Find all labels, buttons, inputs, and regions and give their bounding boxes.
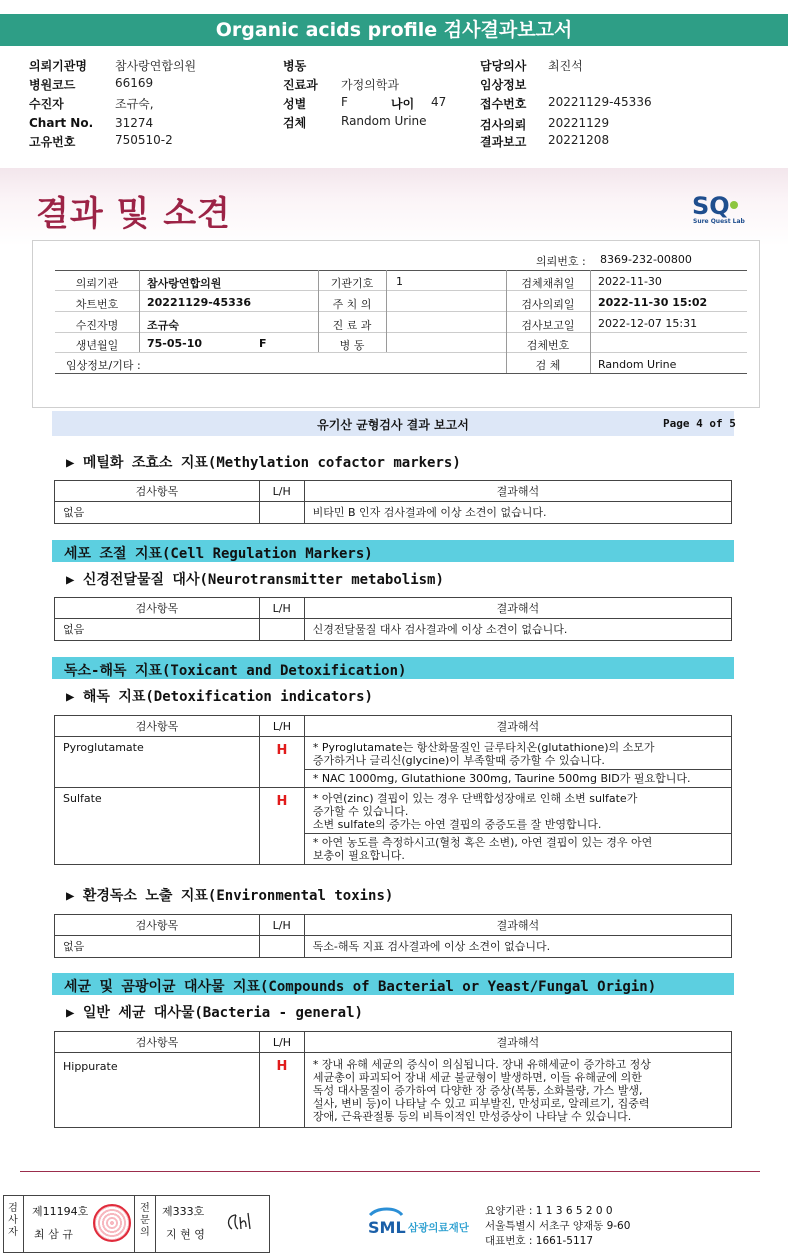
methylation-table	[54, 480, 732, 524]
signature-icon	[222, 1207, 262, 1237]
info-physician-label: 주 치 의	[332, 298, 372, 311]
sq-logo-text: SQ	[692, 192, 730, 220]
col-interp-header: 결과해석	[304, 481, 731, 502]
hospital-code-value: 66169	[115, 76, 154, 90]
tester-side-label: 검사자	[8, 1203, 18, 1238]
col-item-header: 검사항목	[55, 716, 260, 737]
table-row	[55, 502, 732, 524]
item-cell: Hippurate	[63, 1060, 118, 1073]
interp-line: 증가할 수 있습니다.	[312, 805, 409, 818]
ward-label: 병동	[283, 59, 307, 73]
col-interp-header: 결과해석	[304, 598, 731, 619]
neurotransmitter-table	[54, 597, 732, 641]
toxicant-category: 독소-해독 지표(Toxicant and Detoxification)	[64, 663, 407, 679]
interp-line: 설사, 변비 등)이 나타날 수 있고 피부발진, 만성피로, 알레르기, 집중력	[312, 1097, 650, 1110]
info-institution-value: 참사랑연합의원	[147, 277, 222, 290]
environmental-heading: ▶ 환경독소 노출 지표(Environmental toxins)	[66, 888, 394, 904]
receipt-no-value: 20221129-45336	[548, 95, 652, 109]
col-interp-header: 결과해석	[304, 1032, 731, 1053]
table-row	[55, 788, 732, 834]
bacteria-category: 세균 및 곰팡이균 대사물 지표(Compounds of Bacterial or Yeast/Fungal Origin)	[64, 979, 657, 995]
interp-line: * NAC 1000mg, Glutathione 300mg, Taurine 500mg BID가 필요합니다.	[312, 772, 691, 785]
info-report-date-value: 2022-12-07 15:31	[598, 317, 698, 330]
tester-name: 최 삼 규	[34, 1228, 73, 1241]
interp-cell: 독소-해독 지표 검사결과에 이상 소견이 없습니다.	[312, 940, 551, 953]
interp-line: 장애, 근육관절통 등의 비특이적인 만성증상이 나타날 수 있습니다.	[312, 1110, 632, 1123]
col-interp-header: 결과해석	[304, 716, 731, 737]
sml-logo-text: SML	[368, 1218, 406, 1237]
clinical-info-label: 임상정보	[480, 78, 527, 92]
hospital-name-value: 참사랑연합의원	[115, 59, 197, 73]
info-inst-code-label: 기관기호	[330, 277, 374, 290]
col-lh-header: L/H	[260, 716, 305, 737]
chart-no-label: Chart No.	[29, 116, 94, 130]
item-cell: Sulfate	[63, 792, 102, 805]
info-birth-value: 75-05-10	[147, 337, 203, 350]
info-request-date-label: 검사의뢰일	[521, 298, 575, 311]
info-clinical-label: 임상정보/기타 :	[66, 359, 141, 372]
footer-divider	[20, 1171, 760, 1172]
interp-line: 보충이 필요합니다.	[312, 849, 405, 862]
interp-line: * 아연(zinc) 결핍이 있는 경우 단백합성장애로 인해 소변 sulfate가	[312, 792, 638, 805]
col-lh-header: L/H	[259, 915, 304, 936]
hospital-name-label: 의뢰기관명	[29, 59, 87, 73]
info-specimen-no-label: 검체번호	[526, 339, 570, 352]
patient-value: 조규숙,	[115, 97, 154, 111]
table-row	[55, 737, 732, 770]
sex-value: F	[341, 95, 348, 109]
col-interp-header: 결과해석	[304, 915, 731, 936]
specialist-side-label: 전문의	[140, 1203, 150, 1238]
info-institution-label: 의뢰기관	[75, 277, 119, 290]
neurotransmitter-heading: ▶ 신경전달물질 대사(Neurotransmitter metabolism)	[66, 572, 444, 588]
interp-line: 증가하거나 글리신(glycine)이 부족할때 증가할 수 있습니다.	[312, 754, 605, 767]
report-title-bar: Organic acids profile 검사결과보고서	[0, 14, 788, 46]
col-lh-header: L/H	[259, 598, 304, 619]
cell-regulation-category: 세포 조절 지표(Cell Regulation Markers)	[64, 546, 373, 562]
info-patient-label: 수진자명	[75, 319, 119, 332]
doctor-value: 최진석	[548, 59, 583, 73]
detox-heading: ▶ 해독 지표(Detoxification indicators)	[66, 689, 373, 705]
sq-logo-subtitle: Sure Quest Lab	[693, 218, 745, 225]
request-no-value: 8369-232-00800	[600, 253, 692, 266]
interp-line: 독성 대사물질이 증가하여 다양한 장 증상(복통, 소화불량, 가스 발생,	[312, 1084, 643, 1097]
receipt-no-label: 접수번호	[480, 97, 527, 111]
col-item-header: 검사항목	[55, 915, 260, 936]
item-cell: Pyroglutamate	[63, 741, 144, 754]
col-lh-header: L/H	[259, 481, 304, 502]
info-birth-label: 생년월일	[75, 339, 119, 352]
hospital-code-label: 병원코드	[29, 78, 76, 92]
info-specimen-value: Random Urine	[598, 358, 677, 371]
info-request-date-value: 2022-11-30 15:02	[598, 296, 708, 309]
high-flag: H	[276, 1059, 288, 1074]
age-value: 47	[431, 95, 447, 109]
request-date-value: 20221129	[548, 116, 610, 130]
detox-table	[54, 715, 732, 865]
specimen-value: Random Urine	[341, 114, 427, 128]
report-title: 유기산 균형검사 결과 보고서	[317, 418, 469, 432]
table-row	[55, 1053, 732, 1128]
info-collect-date-label: 검체채취일	[521, 277, 575, 290]
sex-label: 성별	[283, 97, 307, 111]
table-row	[55, 619, 732, 641]
unique-no-label: 고유번호	[29, 135, 76, 149]
chart-no-value: 31274	[115, 116, 154, 130]
age-label: 나이	[391, 97, 415, 111]
org-name: 삼광의료재단	[408, 1222, 469, 1234]
high-flag: H	[276, 743, 288, 758]
patient-label: 수진자	[29, 97, 64, 111]
info-specimen-label: 검 체	[535, 359, 561, 372]
tester-license: 제11194호	[32, 1205, 89, 1218]
info-inst-code-value: 1	[396, 275, 403, 288]
interp-line: * 아연 농도를 측정하시고(혈청 혹은 소변), 아연 결핍이 있는 경우 아연	[312, 836, 653, 849]
specialist-license: 제333호	[162, 1205, 205, 1218]
interp-cell: 신경전달물질 대사 검사결과에 이상 소견이 없습니다.	[312, 623, 568, 636]
col-item-header: 검사항목	[55, 481, 260, 502]
item-cell: 없음	[63, 623, 85, 636]
methylation-heading: ▶ 메틸화 조효소 지표(Methylation cofactor markers)	[66, 455, 461, 471]
department-value: 가정의학과	[341, 78, 399, 92]
interp-line: 소변 sulfate의 증가는 아연 결핍의 중증도를 잘 반영합니다.	[312, 818, 602, 831]
info-ward-label: 병 동	[339, 339, 365, 352]
info-patient-value: 조규숙	[147, 319, 179, 332]
request-no-label: 의뢰번호 :	[536, 255, 586, 268]
info-sex-value: F	[259, 337, 267, 350]
interp-cell: 비타민 B 인자 검사결과에 이상 소견이 없습니다.	[312, 506, 547, 519]
info-chart-value: 20221129-45336	[147, 296, 252, 309]
sml-logo-icon	[366, 1205, 486, 1245]
unique-no-value: 750510-2	[115, 133, 173, 147]
request-date-label: 검사의뢰	[480, 118, 527, 132]
table-row	[55, 936, 732, 958]
info-report-date-label: 검사보고일	[521, 319, 575, 332]
doctor-label: 담당의사	[480, 59, 527, 73]
col-item-header: 검사항목	[55, 1032, 260, 1053]
seal-stamp-icon	[93, 1204, 131, 1242]
item-cell: 없음	[63, 506, 85, 519]
bacteria-table	[54, 1031, 732, 1128]
interp-line: 세균총이 파괴되어 장내 세균 불균형이 발생하면, 이들 유해균에 의한	[312, 1071, 642, 1084]
col-item-header: 검사항목	[55, 598, 260, 619]
department-label: 진료과	[283, 78, 318, 92]
page-number: Page 4 of 5	[663, 417, 736, 430]
address: 서울특별시 서초구 양재동 9-60	[485, 1220, 631, 1232]
institution-number: 요양기관 : 1 1 3 6 5 2 0 0	[485, 1205, 613, 1217]
results-title: 결과 및 소견	[36, 194, 231, 234]
col-lh-header: L/H	[260, 1032, 305, 1053]
high-flag: H	[276, 794, 288, 809]
interp-line: * Pyroglutamate는 항산화물질인 글루타치온(glutathione)의 소모가	[312, 741, 655, 754]
report-date-label: 결과보고	[480, 135, 527, 149]
item-cell: 없음	[63, 940, 85, 953]
phone: 대표번호 : 1661-5117	[485, 1235, 594, 1247]
environmental-table	[54, 914, 732, 958]
info-chart-label: 차트번호	[75, 298, 119, 311]
specimen-label: 검체	[283, 116, 307, 130]
report-date-value: 20221208	[548, 133, 610, 147]
info-collect-date-value: 2022-11-30	[598, 275, 662, 288]
interp-line: * 장내 유해 세균의 증식이 의심됩니다. 장내 유해세균이 증가하고 정상	[312, 1058, 651, 1071]
specialist-name: 지 현 영	[166, 1228, 205, 1241]
bacteria-heading: ▶ 일반 세균 대사물(Bacteria - general)	[66, 1005, 363, 1021]
info-dept-label: 진 료 과	[332, 319, 372, 332]
